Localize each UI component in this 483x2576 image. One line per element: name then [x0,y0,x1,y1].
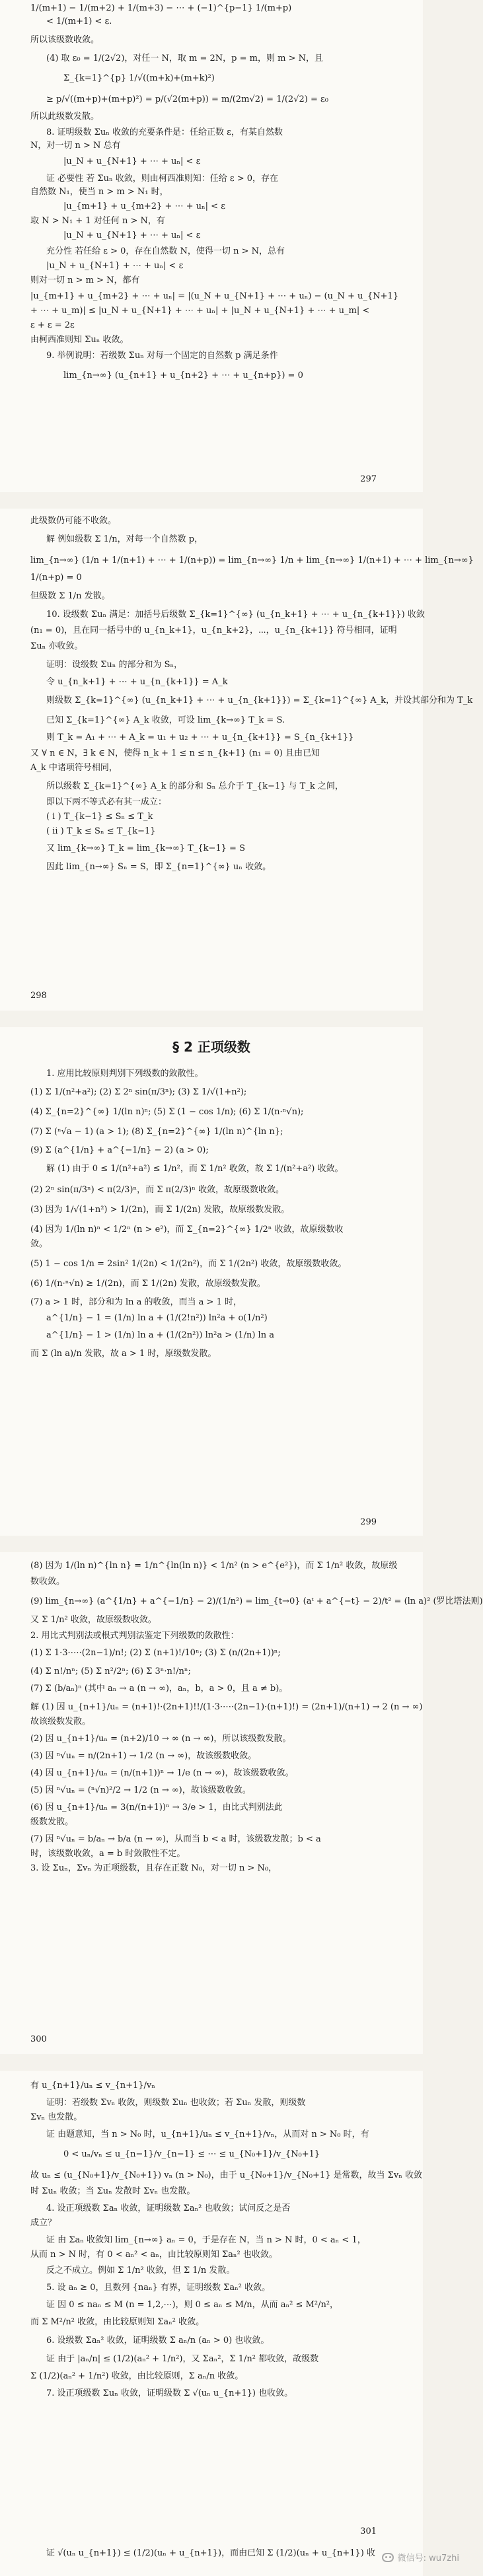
text-line: 又 Σ 1/n² 收敛，故原级数收敛。 [30,1615,157,1625]
textbook-page-300 [0,1552,483,2054]
text-line: (9) lim_{n→∞} (a^{1/n} + a^{−1/n} − 2)/(1/n²) = lim_{t→0} (aᵗ + a^{−t} − 2)/t² = (ln a)² (罗比塔法则) [30,1596,483,1606]
text-line: 从而 n > N 时，有 0 < aₙ² < aₙ，由比较原则知 Σaₙ² 也收敛。 [30,2250,278,2260]
text-line: 8. 证明级数 Σuₙ 收敛的充要条件是：任给正数 ε，有某自然数 [46,127,283,137]
text-line: lim_{n→∞} (1/n + 1/(n+1) + ⋯ + 1/(n+p)) = lim_{n→∞} 1/n + lim_{n→∞} 1/(n+1) + ⋯ + lim_{n→∞} [30,555,474,565]
text-line: 已知 Σ_{k=1}^{∞} A_k 收敛，可设 lim_{k→∞} T_k = S. [46,715,285,725]
text-line: (6) 1/(n·ⁿ√n) ≥ 1/(2n)，而 Σ 1/(2n) 发散，故原级数发散。 [30,1279,266,1289]
text-line: ( ii ) T_k ≤ Sₙ ≤ T_{k−1} [46,826,156,836]
text-line: 敛。 [30,1239,48,1249]
textbook-page-297 [0,0,423,492]
text-line: Σuₙ 亦收敛。 [30,641,83,651]
text-line: Σ (1/2)(aₙ² + 1/n²) 收敛，由比较原则，Σ aₙ/n 收敛。 [30,2371,244,2381]
wechat-icon [382,2553,394,2562]
text-line: 则级数 Σ_{k=1}^{∞} (u_{n_k+1} + ⋯ + u_{n_{k+1}}) = Σ_{k=1}^{∞} A_k，并设其部分和为 T_k [46,696,473,705]
text-line: (4) Σ_{n=2}^{∞} 1/(ln n)ⁿ; (5) Σ (1 − cos 1/n); (6) Σ 1/(n·ⁿ√n); [30,1107,304,1117]
text-line: |u_N + u_{N+1} + ⋯ + uₙ| < ε [46,261,184,271]
page-number: 298 [30,991,47,1001]
text-line: 所以此级数发散。 [30,112,100,122]
page-number: 297 [360,474,377,484]
text-line: 数收敛。 [30,1577,65,1587]
text-line: 成立？ [30,2218,57,2228]
text-line: 充分性 若任给 ε > 0，存在自然数 N，使得一切 n > N，总有 [46,246,285,256]
text-line: 即以下两不等式必有其一成立： [46,797,167,807]
text-line: |u_N + u_{N+1} + ⋯ + uₙ| < ε [63,157,201,166]
text-line: (1) Σ 1/(n²+a²); (2) Σ 2ⁿ sin(π/3ⁿ); (3) Σ 1/√(1+n²); [30,1087,247,1097]
text-line: 2. 用比式判别法或根式判别法鉴定下列级数的敛散性： [30,1631,239,1641]
watermark-text: 微信号: wu7zhi [397,2554,459,2563]
text-line: |u_{m+1} + u_{m+2} + ⋯ + uₙ| < ε [63,201,225,211]
text-line: (1) Σ 1·3·⋯·(2n−1)/n!; (2) Σ (n+1)!/10ⁿ; (3) Σ (n/(2n+1))ⁿ; [30,1648,281,1658]
textbook-page-298 [0,509,474,1011]
text-line: a^{1/n} − 1 = (1/n) ln a + (1/(2!n²)) ln²a + o(1/n²) [46,1313,268,1323]
text-line: (2) 因 u_{n+1}/uₙ = (n+2)/10 → ∞ (n → ∞)，所以该级数发散。 [30,1734,291,1744]
text-line: 所以该级数收敛。 [30,35,100,45]
text-line: 取 N > N₁ + 1 对任何 n > N，有 [30,216,165,226]
text-line: 解 (1) 因 u_{n+1}/uₙ = (n+1)!·(2n+1)!!/(1·3·⋯·(2n−1)·(n+1)!) = (2n+1)/(n+1) → 2 (n → ∞) [30,1702,423,1712]
text-line: 证 由 Σaₙ 收敛知 lim_{n→∞} aₙ = 0，于是存在 N，当 n > N 时，0 < aₙ < 1， [46,2235,366,2245]
text-line: 又 lim_{k→∞} T_k = lim_{k→∞} T_{k−1} = S [46,843,245,853]
text-line: 解 例如级数 Σ 1/n，对每一个自然数 p， [46,534,204,544]
text-line: < 1/(m+1) < ε. [46,17,112,26]
text-line: N，对一切 n > N 总有 [30,141,121,151]
text-line: (9) Σ (a^{1/n} + a^{−1/n} − 2) (a > 0); [30,1145,209,1155]
section-heading: § 2 正项级数 [172,1039,250,1055]
text-line: 故 uₙ ≤ (u_{N₀+1}/v_{N₀+1}) vₙ (n > N₀)，由于 u_{N₀+1}/v_{N₀+1} 是常数，故当 Σvₙ 收敛 [30,2170,422,2180]
text-line: (7) a > 1 时，部分和为 ln a 的收敛，而当 a > 1 时， [30,1297,242,1307]
text-line: (8) 因为 1/(ln n)^{ln n} = 1/n^{ln(ln n)} < 1/n² (n > e^{e²})，而 Σ 1/n² 收敛，故原级 [30,1561,398,1571]
text-line: 而 Σ (ln a)/n 发散，故 a > 1 时，原级数发散。 [30,1349,217,1359]
text-line: (5) 1 − cos 1/n = 2sin² 1/(2n) < 1/(2n²)，而 Σ 1/(2n²) 收敛，故原级数收敛。 [30,1259,347,1269]
text-line: 因此 lim_{n→∞} Sₙ = S，即 Σ_{n=1}^{∞} uₙ 收敛。 [46,862,272,872]
text-line: (7) Σ (ⁿ√a − 1) (a > 1); (8) Σ_{n=2}^{∞} 1/(ln n)^{ln n}; [30,1127,283,1137]
text-line: 则 T_k = A₁ + ⋯ + A_k = u₁ + u₂ + ⋯ + u_{n_{k+1}} = S_{n_{k+1}} [46,733,354,742]
text-line: 1/(n+p) = 0 [30,573,82,583]
text-line: 4. 设正项级数 Σaₙ 收敛，证明级数 Σaₙ² 也收敛；试问反之是否 [46,2203,291,2213]
page-number: 299 [360,1517,377,1527]
text-line: 0 < uₙ/vₙ ≤ u_{n−1}/v_{n−1} ≤ ⋯ ≤ u_{N₀+1}/v_{N₀+1} [63,2149,320,2159]
text-line: 所以级数 Σ_{k=1}^{∞} A_k 的部分和 Sₙ 总介于 T_{k−1} 与 T_k 之间， [46,781,344,791]
text-line: 级数发散。 [30,1817,74,1827]
text-line: Σvₙ 也发散。 [30,2112,83,2122]
text-line: (n₁ = 0)，且在同一括号中的 u_{n_k+1}，u_{n_k+2}，⋯，u_{n_{k+1}} 符号相同，证明 [30,626,397,635]
text-line: 证 由于 |aₙ/n| ≤ (1/2)(aₙ² + 1/n²)，又 Σaₙ²，Σ 1/n² 都收敛，故级数 [46,2354,319,2364]
text-line: (2) 2ⁿ sin(π/3ⁿ) < π(2/3)ⁿ，而 Σ π(2/3)ⁿ 收敛，故原级数收敛。 [30,1185,284,1195]
text-line: 有 u_{n+1}/uₙ ≤ v_{n+1}/vₙ [30,2081,155,2091]
text-line: (4) 因为 1/(ln n)ⁿ < 1/2ⁿ (n > e²)，而 Σ_{n=2}^{∞} 1/2ⁿ 收敛，故原级数收 [30,1225,344,1234]
text-line: ε + ε = 2ε [30,320,75,330]
text-line: 证明：若级数 Σvₙ 收敛，则级数 Σuₙ 也收敛；若 Σuₙ 发散，则级数 [46,2098,306,2108]
text-line: (6) 因 u_{n+1}/uₙ = 3(n/(n+1))ⁿ → 3/e > 1，由比式判别法此 [30,1803,283,1812]
text-line: 7. 设正项级数 Σuₙ 收敛，证明级数 Σ √(uₙ u_{n+1}) 也收敛。 [46,2388,293,2398]
text-line: 此级数仍可能不收敛。 [30,516,117,526]
text-line: 反之不成立。例如 Σ 1/n² 收敛，但 Σ 1/n 发散。 [46,2266,235,2275]
text-line: 解 (1) 由于 0 ≤ 1/(n²+a²) ≤ 1/n²，而 Σ 1/n² 收敛，故 Σ 1/(n²+a²) 收敛。 [46,1164,344,1174]
text-line: 10. 设级数 Σuₙ 满足：加括号后级数 Σ_{k=1}^{∞} (u_{n_k+1} + ⋯ + u_{n_{k+1}}) 收敛 [46,610,425,620]
text-line: |u_{m+1} + u_{m+2} + ⋯ + uₙ| = |(u_N + u_{N+1} + ⋯ + uₙ) − (u_N + u_{N+1} [30,291,398,301]
text-line: a^{1/n} − 1 > (1/n) ln a + (1/(2n²)) ln²a > (1/n) ln a [46,1330,274,1340]
text-line: (7) Σ (b/aₙ)ⁿ (其中 aₙ → a (n → ∞)，aₙ，b，a > 0，且 a ≠ b)。 [30,1684,288,1694]
text-line: 证 由题意知，当 n > N₀ 时，u_{n+1}/uₙ ≤ v_{n+1}/vₙ，从而对 n > N₀ 时，有 [46,2129,369,2139]
text-line: 1. 应用比较原则判别下列级数的敛散性。 [46,1069,204,1079]
text-line: 则对一切 n > m > N，都有 [30,275,140,285]
text-line: 故该级数发散。 [30,1717,91,1727]
text-line: 9. 举例说明：若级数 Σuₙ 对每一个固定的自然数 p 满足条件 [46,351,278,361]
text-line: 令 u_{n_k+1} + ⋯ + u_{n_{k+1}} = A_k [46,677,228,687]
text-line: ( i ) T_{k−1} ≤ Sₙ ≤ T_k [46,812,153,822]
text-line: 证 因 0 ≤ naₙ ≤ M (n = 1,2,⋯)，则 0 ≤ aₙ ≤ M/n，从而 aₙ² ≤ M²/n²， [46,2300,339,2310]
text-line: Σ_{k=1}^{p} 1/√((m+k)+(m+k)²) [63,73,215,83]
page-number: 301 [360,2526,377,2536]
text-line: A_k 中诸项符号相同， [30,763,118,773]
text-line: ≥ p/√((m+p)+(m+p)²) = p/(√2(m+p)) = m/(2m√2) = 1/(2√2) = ε₀ [46,94,328,104]
textbook-page-299 [0,1027,423,1536]
text-line: 6. 设级数 Σaₙ² 收敛，证明级数 Σ aₙ/n (aₙ > 0) 也收敛。 [46,2336,270,2345]
text-line: |u_N + u_{N+1} + ⋯ + uₙ| < ε [63,231,201,240]
text-line: (5) 因 ⁿ√uₙ = (ⁿ√n)²/2 → 1/2 (n → ∞)，故该级数收敛。 [30,1785,251,1795]
text-line: 3. 设 Σuₙ，Σvₙ 为正项级数，且存在正数 N₀，对一切 n > N₀， [30,1863,278,1873]
watermark [382,2551,459,2563]
text-line: 自然数 N₁，使当 n > m > N₁ 时， [30,187,168,197]
text-line: 证明：设级数 Σuₙ 的部分和为 Sₙ， [46,660,183,670]
text-line: 1/(m+1) − 1/(m+2) + 1/(m+3) − ⋯ + (−1)^{p−1} 1/(m+p) [30,3,292,13]
text-line: lim_{n→∞} (u_{n+1} + u_{n+2} + ⋯ + u_{n+p}) = 0 [63,371,303,380]
text-line: 时 Σuₙ 收敛；当 Σuₙ 发散时 Σvₙ 也发散。 [30,2186,196,2196]
textbook-page-301 [0,2071,423,2576]
text-line: + ⋯ + u_m)| ≤ |u_N + u_{N+1} + ⋯ + uₙ| + |u_N + u_{N+1} + ⋯ + u_m| < [30,306,370,316]
text-line: (3) 因 ⁿ√uₙ = n/(2n+1) → 1/2 (n → ∞)，故该级数收敛。 [30,1751,257,1761]
text-line: 而 Σ M²/n² 收敛，由比较原则知 Σaₙ² 收敛。 [30,2317,205,2327]
text-line: 又 ∀ n ∈ N，∃ k ∈ N，使得 n_k + 1 ≤ n ≤ n_{k+1} (n₁ = 0) 且由已知 [30,748,320,758]
text-line: 5. 设 aₙ ≥ 0，且数列 {naₙ} 有界，证明级数 Σaₙ² 收敛。 [46,2283,271,2293]
text-line: 时，该级数收敛，a = b 时敛散性不定。 [30,1849,186,1859]
text-line: (4) 因 u_{n+1}/uₙ = (n/(n+1))ⁿ → 1/e (n → ∞)，故该级数收敛。 [30,1768,294,1778]
page-number: 300 [30,2034,47,2044]
text-line: (4) Σ n!/nⁿ; (5) Σ n²/2ⁿ; (6) Σ 3ⁿ·n!/nⁿ; [30,1666,191,1676]
text-line: (7) 因 ⁿ√uₙ = b/aₙ → b/a (n → ∞)，从而当 b < a 时，该级数发散；b < a [30,1834,321,1844]
text-line: 证 √(uₙ u_{n+1}) ≤ (1/2)(uₙ + u_{n+1})，而由已知 Σ (1/2)(uₙ + u_{n+1}) 收 [46,2548,376,2558]
text-line: 由柯西准则知 Σuₙ 收敛。 [30,335,129,345]
text-line: (4) 取 ε₀ = 1/(2√2)，对任一 N，取 m = 2N，p = m，则 m > N，且 [46,54,323,63]
text-line: 但级数 Σ 1/n 发散。 [30,591,110,601]
text-line: (3) 因为 1/√(1+n²) > 1/(2n)，而 Σ 1/(2n) 发散，故原级数发散。 [30,1205,290,1215]
text-line: 证 必要性 若 Σuₙ 收敛，则由柯西准则知：任给 ε > 0，存在 [46,174,279,184]
